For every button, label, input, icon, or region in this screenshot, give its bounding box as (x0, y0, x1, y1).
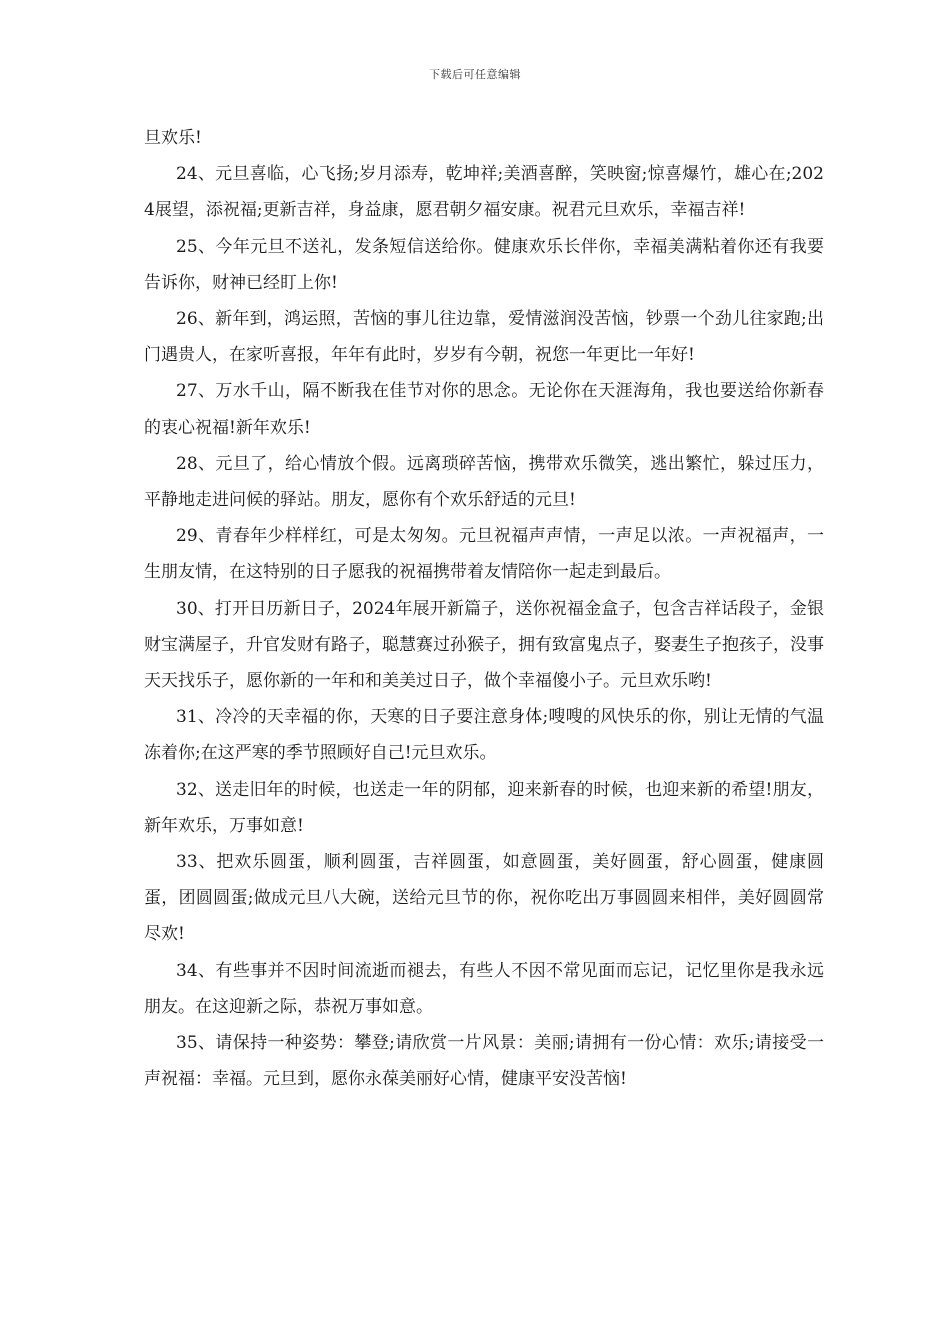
document-body (144, 120, 824, 1097)
paragraph-32: 32、送走旧年的时候，也送走一年的阴郁，迎来新春的时候，也迎来新的希望!朋友，新年欢乐，万事如意! (144, 779, 824, 836)
paragraph-continuation: 旦欢乐! (144, 128, 202, 148)
paragraph-35: 35、请保持一种姿势：攀登;请欣赏一片风景：美丽;请拥有一份心情：欢乐;请接受一声祝福：幸福。元旦到，愿你永葆美丽好心情，健康平安没苦恼! (144, 1033, 824, 1090)
paragraph-26: 26、新年到，鸿运照，苦恼的事儿往边靠，爱情滋润没苦恼，钞票一个劲儿往家跑;出门遇贵人，在家听喜报，年年有此时，岁岁有今朝，祝您一年更比一年好! (144, 309, 824, 366)
paragraph-34: 34、有些事并不因时间流逝而褪去，有些人不因不常见面而忘记，记忆里你是我永远朋友。在这迎新之际，恭祝万事如意。 (144, 960, 824, 1017)
paragraph-25: 25、今年元旦不送礼，发条短信送给你。健康欢乐长伴你，幸福美满粘着你还有我要告诉你，财神已经盯上你! (144, 236, 824, 293)
page-header: 下载后可任意编辑 (429, 68, 521, 81)
paragraph-27: 27、万水千山，隔不断我在佳节对你的思念。无论你在天涯海角，我也要送给你新春的衷心祝福!新年欢乐! (144, 381, 824, 438)
paragraph-28: 28、元旦了，给心情放个假。远离琐碎苦恼，携带欢乐微笑，逃出繁忙，躲过压力，平静地走进问候的驿站。朋友，愿你有个欢乐舒适的元旦! (144, 453, 824, 511)
paragraph-33: 33、把欢乐圆蛋，顺利圆蛋，吉祥圆蛋，如意圆蛋，美好圆蛋，舒心圆蛋，健康圆蛋，团圆圆蛋;做成元旦八大碗，送给元旦节的你，祝你吃出万事圆圆来相伴，美好圆圆常尽欢! (144, 852, 824, 945)
paragraph-30: 30、打开日历新日子，2024年展开新篇子，送你祝福金盒子，包含吉祥话段子，金银财宝满屋子，升官发财有路子，聪慧赛过孙猴子，拥有致富鬼点子，娶妻生子抱孩子，没事天天找乐子，愿你新的一年和和美美过日子，做个幸福傻小子。元旦欢乐哟! (144, 598, 824, 692)
paragraph-29: 29、青春年少样样红，可是太匆匆。元旦祝福声声情，一声足以浓。一声祝福声，一生朋友情，在这特别的日子愿我的祝福携带着友情陪你一起走到最后。 (144, 526, 824, 583)
paragraph-24: 24、元旦喜临，心飞扬;岁月添寿，乾坤祥;美酒喜醉，笑映窗;惊喜爆竹，雄心在;2024展望，添祝福;更新吉祥，身益康，愿君朝夕福安康。祝君元旦欢乐，幸福吉祥! (144, 164, 824, 221)
paragraph-31: 31、冷冷的天幸福的你，天寒的日子要注意身体;嗖嗖的风快乐的你，别让无情的气温冻着你;在这严寒的季节照顾好自己!元旦欢乐。 (144, 707, 824, 764)
